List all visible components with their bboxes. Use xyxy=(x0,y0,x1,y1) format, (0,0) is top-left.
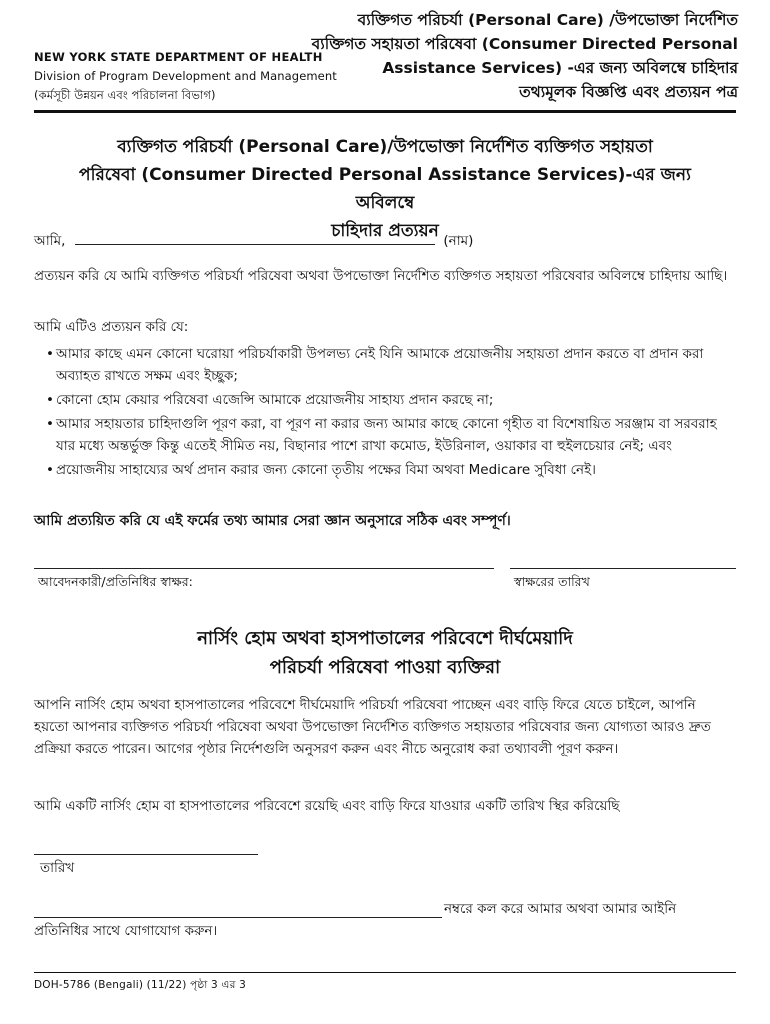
division-name: Division of Program Development and Management xyxy=(34,69,337,83)
list-item-text: আমার কাছে এমন কোনো ঘরোয়া পরিচর্যাকারী উপলভ্য নেই যিনি আমাকে প্রয়োজনীয় সহায়তা প্রদান করতে বা প্রদান করা অব্যাহত রাখতে সক্ষম এবং ইচ্ছুক; xyxy=(56,346,704,384)
i-label: আমি, xyxy=(34,233,66,249)
call-text-continued: প্রতিনিধির সাথে যোগাযোগ করুন। xyxy=(34,923,218,939)
list-item-text: প্রয়োজনীয় সাহায্যের অর্থ প্রদান করার জন্য কোনো তৃতীয় পক্ষের বিমা অথবা Medicare সুবিধা নেই। xyxy=(56,462,596,478)
document-title xyxy=(278,8,738,104)
signature-date-label: স্বাক্ষরের তারিখ xyxy=(514,574,590,589)
bullet-icon: • xyxy=(46,392,54,408)
attestation-title xyxy=(70,133,700,245)
list-item-text: আমার সহায়তার চাহিদাগুলি পূরণ করা, বা পূরণ না করার জন্য আমার কাছে কোনো গৃহীত বা বিশেষায়িত সরঞ্জাম বা সরবরাহ যার মধ্যে অন্তর্ভুক্ত কিন্তু এতেই সীমিত নয়, বিছানার পাশে রাখা কমোড, ইউরিনাল, ওয়াকার বা হুইলচেয়ার নেই; এবং xyxy=(56,416,717,454)
signature-label: আবেদনকারী/প্রতিনিধির স্বাক্ষর: xyxy=(38,574,193,589)
attestation-title-line: পরিষেবা (Consumer Directed Personal Assistance Services)-এর জন্য অবিলম্বে xyxy=(79,165,691,213)
list-item xyxy=(46,459,736,481)
discharge-date-field[interactable] xyxy=(34,854,258,855)
division-name-bengali: (কর্মসূচী উন্নয়ন এবং পরিচালনা বিভাগ) xyxy=(34,88,216,102)
list-item-text: কোনো হোম কেয়ার পরিষেবা এজেন্সি আমাকে প্রয়োজনীয় সাহায্য প্রদান করছে না; xyxy=(56,392,494,408)
signature-field[interactable] xyxy=(34,568,494,569)
also-certify-label: আমি এটিও প্রত্যয়ন করি যে: xyxy=(34,319,189,335)
bullet-icon: • xyxy=(46,462,54,478)
list-item xyxy=(46,413,736,457)
form-code: DOH-5786 (Bengali) (11/22) পৃষ্ঠা 3 এর 3 xyxy=(34,979,247,991)
certify-paragraph: প্রত্যয়ন করি যে আমি ব্যক্তিগত পরিচর্যা পরিষেবা অথবা উপভোক্তা নির্দেশিত ব্যক্তিগত সহায়তা পরিষেবার অবিলম্বে চাহিদায় আছি। xyxy=(34,268,728,284)
document-title-line: Assistance Services) -এর জন্য অবিলম্বে চাহিদার xyxy=(382,59,738,77)
list-item xyxy=(46,389,736,411)
nursing-home-paragraph: আপনি নার্সিং হোম অথবা হাসপাতালের পরিবেশে দীর্ঘমেয়াদি পরিচর্যা পরিষেবা পাচ্ছেন এবং বাড়ি ফিরে যেতে চাইলে, আপনি হয়তো আপনার ব্যক্তিগত পরিচর্যা পরিষেবা অথবা উপভোক্তা নির্দেশিত ব্যক্তিগত সহায়তার পরিষেবার জন্য যোগ্যতা আরও দ্রুত প্রক্রিয়া করতে পারেন। আগের পৃষ্ঠার নির্দেশগুলি অনুসরণ করুন এবং নীচে অনুরোধ করা তথ্যাবলী পূরণ করুন। xyxy=(34,697,711,757)
document-title-line: ব্যক্তিগত পরিচর্যা (Personal Care) /উপভোক্তা নির্দেশিত xyxy=(357,11,738,29)
section-title xyxy=(70,624,700,682)
list-item xyxy=(46,343,736,387)
signature-date-field[interactable] xyxy=(510,568,736,569)
discharge-statement: আমি একটি নার্সিং হোম বা হাসপাতালের পরিবেশে রয়েছি এবং বাড়ি ফিরে যাওয়ার একটি তারিখ স্থির করিয়েছি xyxy=(34,798,620,814)
section-title-line: পরিচর্যা পরিষেবা পাওয়া ব্যক্তিরা xyxy=(269,657,501,678)
bullet-icon: • xyxy=(46,416,54,432)
date-label: তারিখ xyxy=(40,860,75,876)
department-name: NEW YORK STATE DEPARTMENT OF HEALTH xyxy=(34,50,323,64)
document-title-line: ব্যক্তিগত সহায়তা পরিষেবা (Consumer Directed Personal xyxy=(311,35,738,53)
header-divider xyxy=(34,110,736,113)
certification-statement: আমি প্রত্যয়িত করি যে এই ফর্মের তথ্য আমার সেরা জ্ঞান অনুসারে সঠিক এবং সম্পূর্ণ। xyxy=(34,513,511,529)
footer-divider xyxy=(34,972,736,973)
bullet-icon: • xyxy=(46,346,54,362)
attestation-title-line: ব্যক্তিগত পরিচর্যা (Personal Care)/উপভোক্তা নির্দেশিত ব্যক্তিগত সহায়তা xyxy=(117,137,653,157)
name-label: (নাম) xyxy=(443,233,474,249)
call-text: নম্বরে কল করে আমার অথবা আমার আইনি xyxy=(444,901,677,917)
name-field[interactable] xyxy=(75,231,435,245)
section-title-line: নার্সিং হোম অথবা হাসপাতালের পরিবেশে দীর্ঘমেয়াদি xyxy=(197,628,573,649)
document-title-line: তথ্যমূলক বিজ্ঞপ্তি এবং প্রত্যয়ন পত্র xyxy=(519,83,738,101)
phone-number-field[interactable] xyxy=(34,917,442,918)
attestation-title-line: চাহিদার প্রত্যয়ন xyxy=(331,221,439,241)
attestation-list xyxy=(46,343,736,483)
name-row xyxy=(34,230,473,253)
